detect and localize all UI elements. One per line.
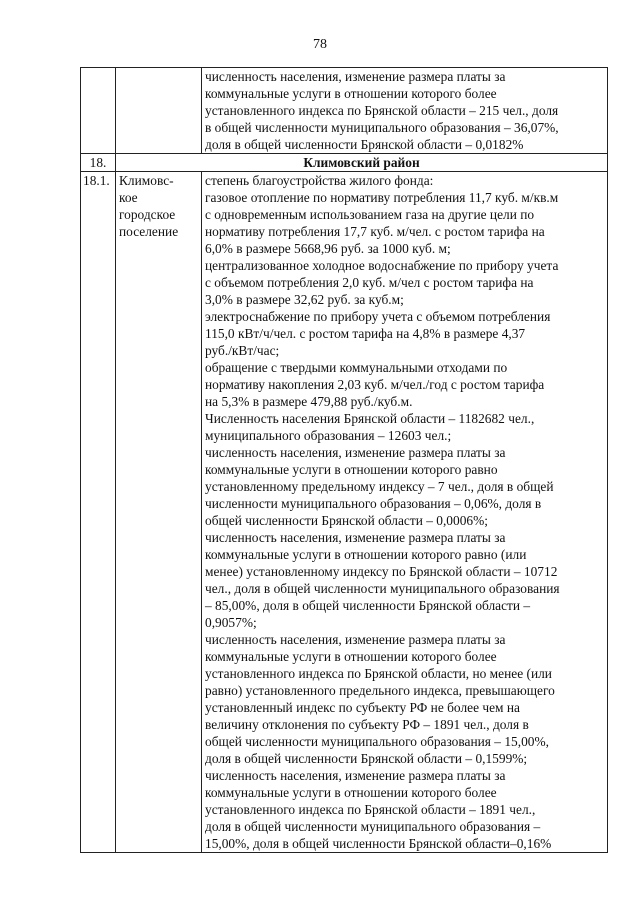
text-line: с объемом потребления 2,0 куб. м/чел с ростом тарифа на xyxy=(205,275,534,290)
text-line: доля в общей численности Брянской области – 0,0182% xyxy=(205,137,524,152)
text-line: коммунальные услуги в отношении которого более xyxy=(205,86,497,101)
text-line: численность населения, изменение размера платы за xyxy=(205,632,506,647)
text-line: менее) установленному индексу по Брянской области – 10712 xyxy=(205,564,558,579)
text-line: руб./кВт/час; xyxy=(205,343,280,358)
entry-name-cell xyxy=(116,172,202,853)
text-line: численности муниципального образования – 0,06%, доля в xyxy=(205,496,542,511)
text-line: общей численности муниципального образования – 15,00%, xyxy=(205,734,549,749)
entry-number: 18.1. xyxy=(81,172,116,853)
document-table xyxy=(80,67,608,853)
section-title: Климовский район xyxy=(116,154,608,172)
section-header-row xyxy=(81,154,608,172)
page-number: 78 xyxy=(313,37,327,52)
text-line: централизованное холодное водоснабжение по прибору учета xyxy=(205,258,559,273)
row-name-cell-empty xyxy=(116,68,202,154)
text-line: доля в общей численности Брянской области – 0,1599%; xyxy=(205,751,528,766)
text-line: численность населения, изменение размера платы за xyxy=(205,69,506,84)
text-line: с одновременным использованием газа на другие цели по xyxy=(205,207,535,222)
text-line: чел., доля в общей численности муниципального образования xyxy=(205,581,560,596)
text-line: численность населения, изменение размера платы за xyxy=(205,768,506,783)
text-line: обращение с твердыми коммунальными отходами по xyxy=(205,360,508,375)
text-line: равно) установленного предельного индекса, превышающего xyxy=(205,683,555,698)
entry-name-line: кое xyxy=(119,190,138,205)
entry-name-line: Климовс- xyxy=(119,173,174,188)
text-line: коммунальные услуги в отношении которого равно xyxy=(205,462,498,477)
text-line: – 85,00%, доля в общей численности Брянской области – xyxy=(205,598,531,613)
text-line: установленного индекса по Брянской области – 1891 чел., xyxy=(205,802,536,817)
text-line: муниципального образования – 12603 чел.; xyxy=(205,428,452,443)
text-line: установленного индекса по Брянской области, но менее (или xyxy=(205,666,552,681)
text-line: степень благоустройства жилого фонда: xyxy=(205,173,434,188)
text-line: установленный индекс по субъекту РФ не более чем на xyxy=(205,700,520,715)
text-line: численность населения, изменение размера платы за xyxy=(205,445,506,460)
text-line: коммунальные услуги в отношении которого более xyxy=(205,785,497,800)
text-line: коммунальные услуги в отношении которого более xyxy=(205,649,497,664)
text-line: установленного индекса по Брянской области – 215 чел., доля xyxy=(205,103,559,118)
text-line: Численность населения Брянской области – 1182682 чел., xyxy=(205,411,535,426)
text-line: 0,9057%; xyxy=(205,615,257,630)
entry-row xyxy=(81,172,608,853)
text-line: численность населения, изменение размера платы за xyxy=(205,530,506,545)
text-line: 3,0% в размере 32,62 руб. за куб.м; xyxy=(205,292,404,307)
entry-name-line: городское xyxy=(119,207,176,222)
text-line: установленному предельному индексу – 7 чел., доля в общей xyxy=(205,479,554,494)
entry-text-cell xyxy=(202,172,608,853)
text-line: на 5,3% в размере 479,88 руб./куб.м. xyxy=(205,394,413,409)
section-number: 18. xyxy=(81,154,116,172)
text-line: коммунальные услуги в отношении которого равно (или xyxy=(205,547,527,562)
text-line: 15,00%, доля в общей численности Брянской области–0,16% xyxy=(205,836,552,851)
entry-name-line: поселение xyxy=(119,224,179,239)
text-line: доля в общей численности муниципального образования – xyxy=(205,819,541,834)
text-line: газовое отопление по нормативу потребления 11,7 куб. м/кв.м xyxy=(205,190,559,205)
text-line: 115,0 кВт/ч/чел. с ростом тарифа на 4,8% в размере 4,37 xyxy=(205,326,526,341)
continuation-text-cell xyxy=(202,68,608,154)
text-line: нормативу потребления 17,7 куб. м/чел. с ростом тарифа на xyxy=(205,224,545,239)
continuation-row xyxy=(81,68,608,154)
text-line: величину отклонения по субъекту РФ – 1891 чел., доля в xyxy=(205,717,529,732)
text-line: общей численности Брянской области – 0,0006%; xyxy=(205,513,488,528)
row-number-cell-empty xyxy=(81,68,116,154)
text-line: 6,0% в размере 5668,96 руб. за 1000 куб. м; xyxy=(205,241,451,256)
text-line: в общей численности муниципального образования – 36,07%, xyxy=(205,120,559,135)
text-line: нормативу накопления 2,03 куб. м/чел./год с ростом тарифа xyxy=(205,377,545,392)
text-line: электроснабжение по прибору учета с объемом потребления xyxy=(205,309,551,324)
